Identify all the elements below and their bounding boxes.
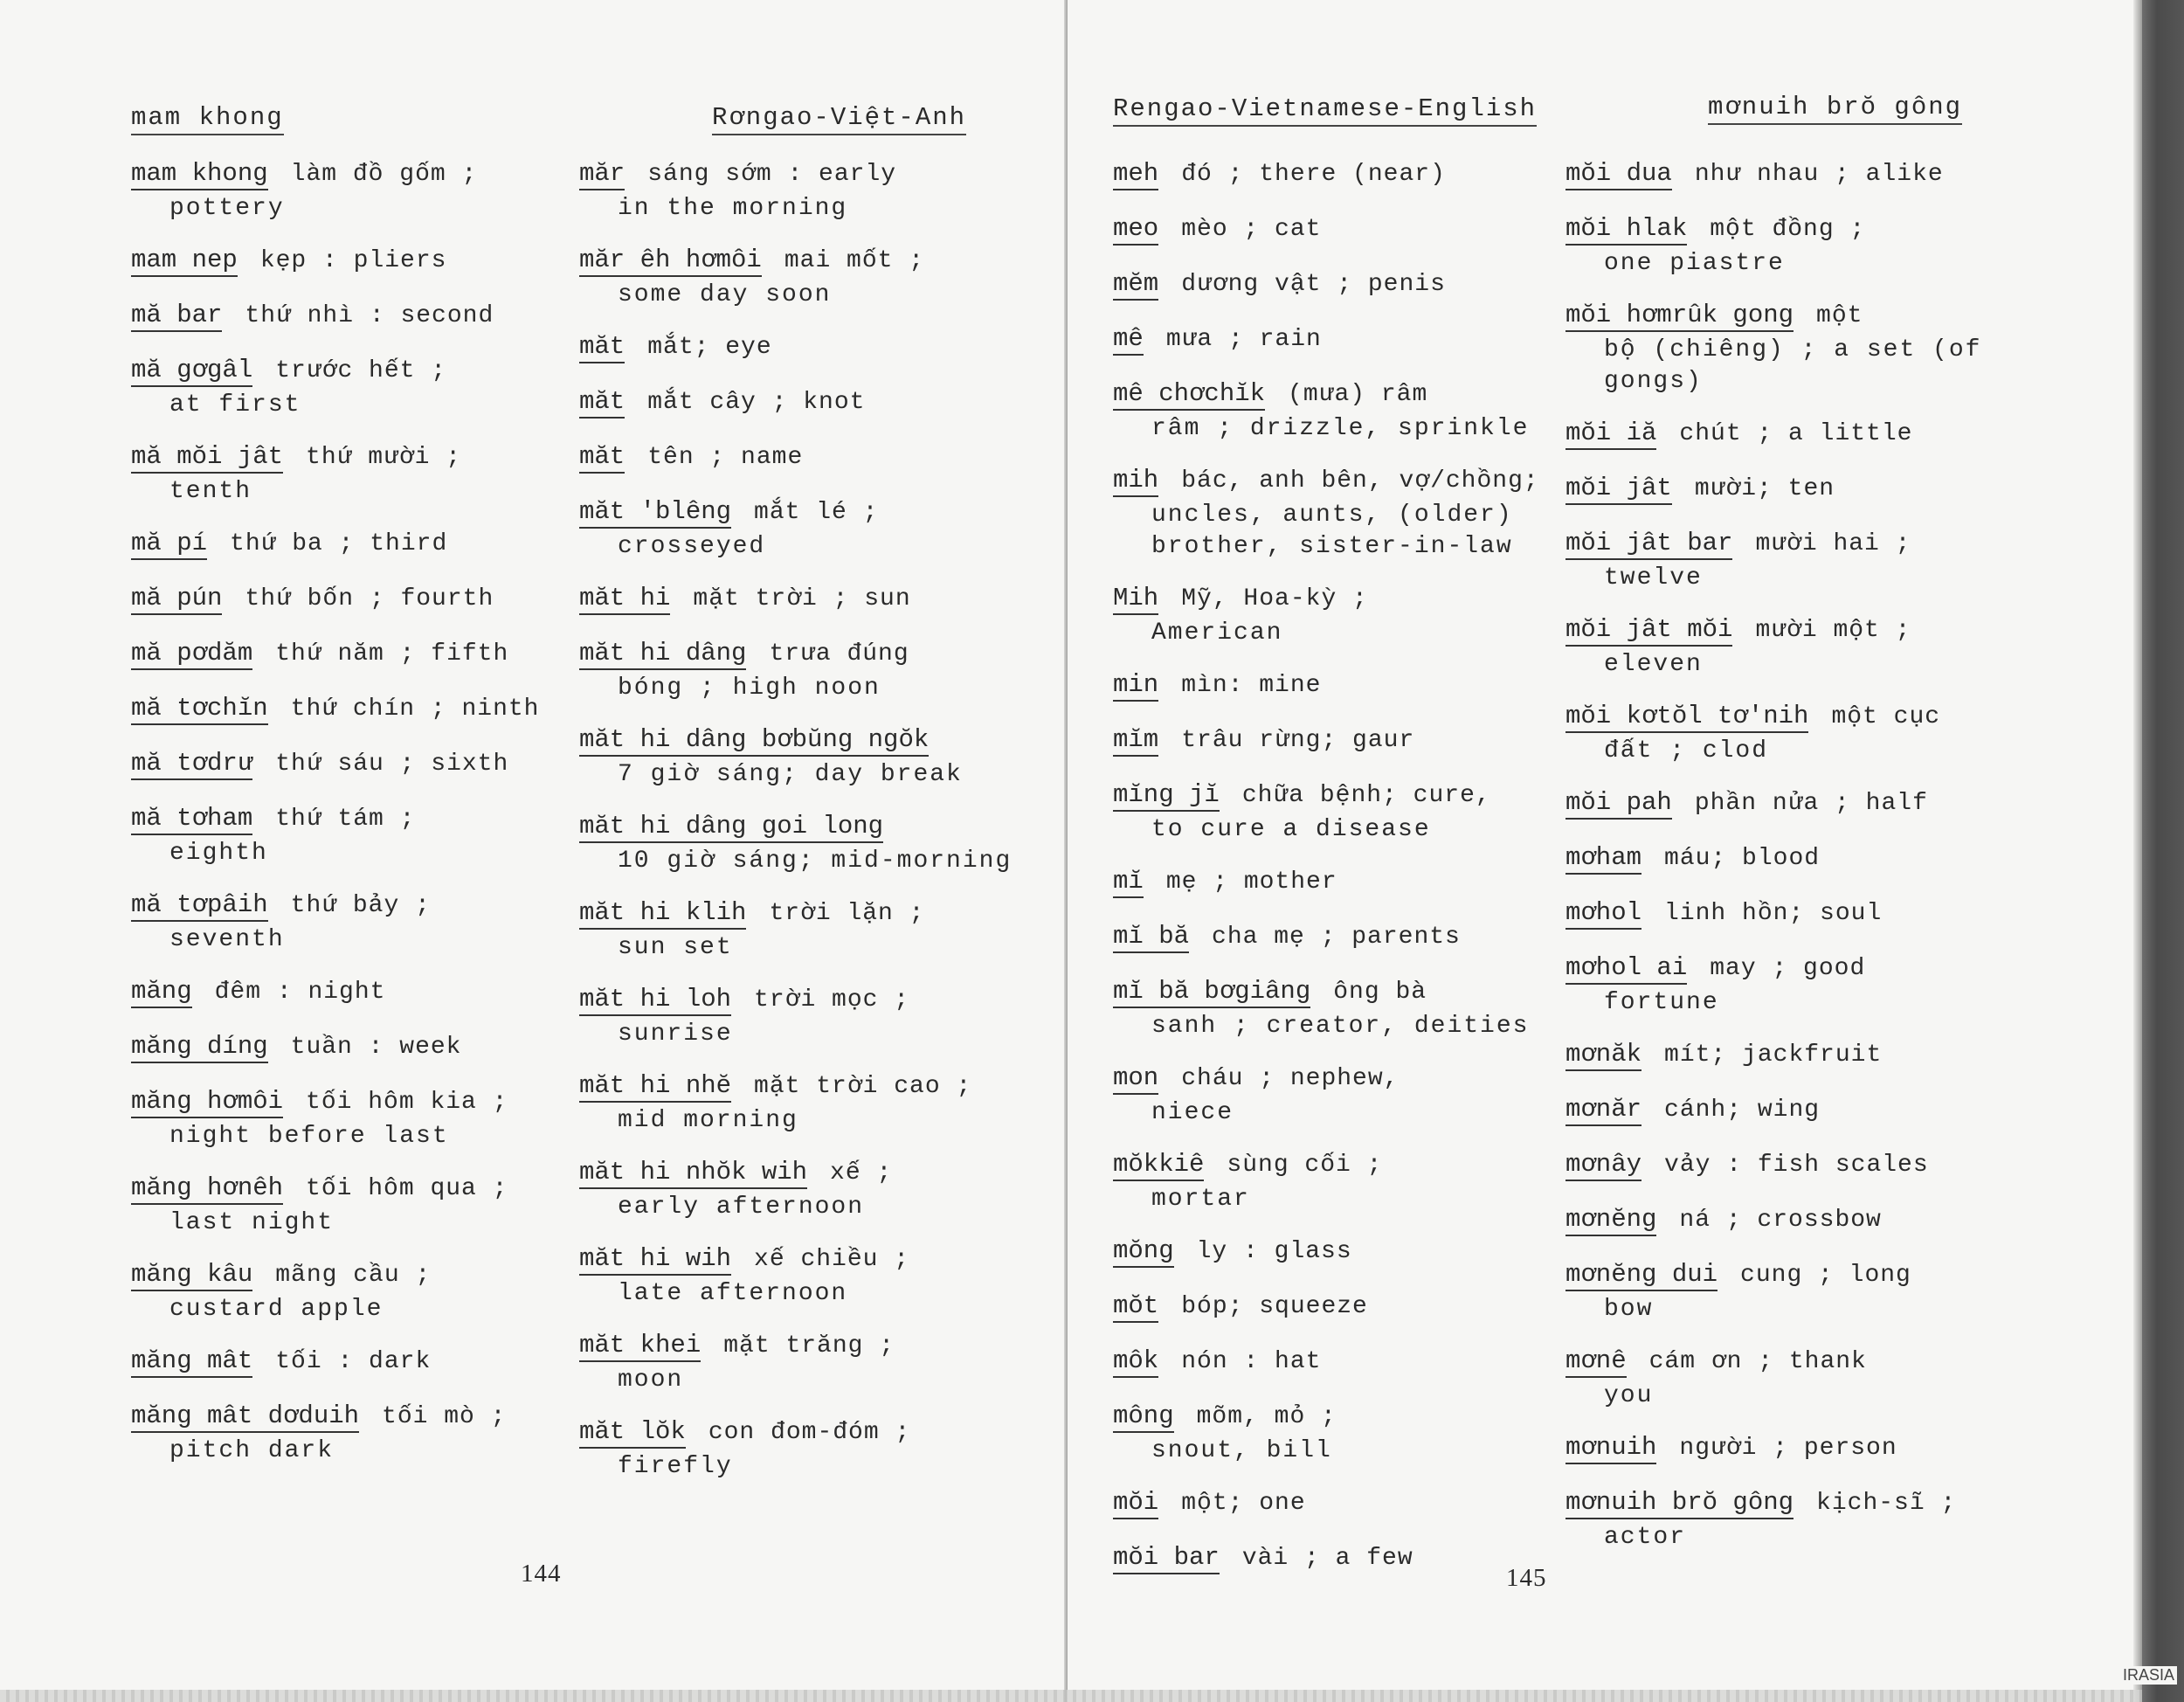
entry-gloss-continued: sun set — [618, 934, 733, 961]
entry-gloss: thứ mười ; — [306, 444, 462, 471]
entry-headword: mŏi hlak — [1565, 214, 1687, 246]
entry-gloss: may ; good — [1710, 955, 1866, 982]
entry-gloss-continued: 7 giờ sáng; day break — [618, 761, 963, 788]
entry-gloss: Mỹ, Hoa-kỳ ; — [1181, 585, 1368, 612]
dictionary-entry — [579, 330, 1016, 366]
entry-headword: mê chơchĭk — [1113, 379, 1265, 411]
dictionary-entry — [1113, 1345, 1550, 1380]
entry-gloss: sùng cối ; — [1227, 1152, 1383, 1179]
entry-headword: mơnĕng — [1565, 1205, 1656, 1236]
entry-gloss: cung ; long — [1740, 1262, 1911, 1289]
entry-gloss: mười hai ; — [1755, 530, 1911, 557]
dictionary-entry — [1565, 417, 2002, 453]
entry-gloss: mít; jackfruit — [1664, 1041, 1883, 1069]
entry-headword: măt hi klih — [579, 898, 746, 930]
entry-headword: mơnuih — [1565, 1433, 1656, 1464]
entry-headword: meo — [1113, 214, 1158, 246]
dictionary-entry — [579, 385, 1016, 421]
entry-gloss: xế chiều ; — [754, 1246, 910, 1273]
entry-gloss-continued: uncles, aunts, (older) brother, sister-in-law — [1151, 502, 1513, 560]
entry-headword: mŏkkiê — [1113, 1150, 1204, 1181]
entry-headword: măng hơmôi — [131, 1087, 283, 1118]
entry-gloss: mưa ; rain — [1165, 326, 1322, 353]
entry-gloss: kẹp : pliers — [259, 247, 447, 274]
entry-headword: măt hi dâng — [579, 639, 746, 670]
entry-headword: măt hi wih — [579, 1244, 731, 1276]
dictionary-entry — [1113, 1541, 1550, 1577]
entry-headword: mă tơdrư — [131, 749, 252, 780]
entry-gloss: máu; blood — [1664, 845, 1821, 872]
entry-headword: măng — [131, 977, 192, 1008]
entry-gloss: sáng sớm : early — [647, 161, 897, 188]
page-144 — [0, 0, 1068, 1702]
entry-gloss: mắt lé ; — [754, 499, 879, 526]
entry-gloss-continued: to cure a disease — [1151, 816, 1431, 843]
entry-gloss-continued: early afternoon — [618, 1193, 865, 1221]
entry-gloss: tối : dark — [275, 1348, 432, 1375]
entry-gloss: một; one — [1181, 1490, 1306, 1517]
entry-gloss: xế ; — [830, 1159, 893, 1187]
entry-headword: mă pí — [131, 529, 207, 560]
dictionary-entry — [1565, 472, 2002, 508]
entry-headword: măng mât dơduih — [131, 1401, 359, 1433]
dictionary-entry — [131, 157, 568, 225]
entry-gloss: làm đồ gốm ; — [290, 161, 478, 188]
entry-gloss: tối mò ; — [382, 1403, 507, 1430]
dictionary-entry — [579, 495, 1016, 563]
entry-gloss: dương vật ; penis — [1181, 271, 1446, 298]
entry-gloss: tối hôm kia ; — [306, 1089, 508, 1116]
entry-gloss-continued: pottery — [169, 195, 285, 222]
entry-headword: mơnê — [1565, 1346, 1627, 1378]
dictionary-entry — [1565, 299, 2002, 398]
page-number-145: 145 — [1506, 1564, 1547, 1592]
entry-gloss-continued: eighth — [169, 840, 268, 867]
entry-gloss: vảy : fish scales — [1664, 1152, 1929, 1179]
entry-headword: mông — [1113, 1401, 1174, 1433]
entry-headword: mơhol ai — [1565, 953, 1687, 985]
dictionary-entry — [579, 1156, 1016, 1223]
entry-gloss-continued: night before last — [169, 1123, 449, 1150]
entry-headword: mŏi — [1113, 1488, 1158, 1519]
entry-headword: măt — [579, 387, 625, 419]
dictionary-entry — [131, 440, 568, 508]
dictionary-entry — [579, 157, 1016, 225]
entry-gloss: mặt trời ; sun — [693, 585, 911, 612]
entry-headword: mơnây — [1565, 1150, 1641, 1181]
dictionary-entry — [1113, 157, 1550, 193]
entry-headword: măt — [579, 442, 625, 474]
entry-gloss-continued: some day soon — [618, 281, 832, 308]
dictionary-entry — [579, 810, 1016, 877]
dictionary-entry — [1113, 920, 1550, 956]
dictionary-entry — [131, 1172, 568, 1239]
entry-headword: măt lŏk — [579, 1417, 686, 1449]
entry-gloss: trưa đúng — [769, 640, 909, 668]
entry-gloss: kịch-sĩ ; — [1816, 1490, 1957, 1517]
entry-gloss: trước hết ; — [275, 357, 447, 384]
entry-gloss: tên ; name — [647, 444, 804, 471]
dictionary-entry — [1565, 896, 2002, 932]
entry-gloss: thứ ba ; third — [230, 530, 448, 557]
entry-gloss-continued: 10 giờ sáng; mid-morning — [618, 848, 1013, 875]
entry-headword: mơham — [1565, 843, 1641, 875]
dictionary-entry — [1113, 582, 1550, 649]
left-page-column-1 — [131, 157, 568, 1486]
watermark: IRASIA — [2120, 1666, 2177, 1685]
entry-gloss: mười một ; — [1755, 617, 1911, 644]
entry-gloss: cánh; wing — [1664, 1097, 1821, 1124]
dictionary-entry — [579, 1069, 1016, 1137]
entry-headword: min — [1113, 670, 1158, 702]
entry-headword: măng mât — [131, 1346, 252, 1378]
entry-gloss: trâu rừng; gaur — [1181, 727, 1415, 754]
entry-gloss: thứ tám ; — [275, 806, 416, 833]
dictionary-entry — [131, 1345, 568, 1380]
entry-gloss: thứ sáu ; sixth — [275, 751, 509, 778]
entry-headword: mĭ bă bơgiâng — [1113, 977, 1310, 1008]
dictionary-entry — [1565, 1431, 2002, 1467]
running-head-right: mơnuih brŏ gông — [1708, 93, 1962, 125]
dictionary-entry — [1565, 1486, 2002, 1553]
entry-gloss: mèo ; cat — [1181, 216, 1322, 243]
entry-gloss: đó ; there (near) — [1181, 161, 1446, 188]
entry-gloss-continued: sunrise — [618, 1021, 733, 1048]
running-head-left: Rengao-Vietnamese-English — [1113, 94, 1537, 127]
dictionary-entry — [1565, 1148, 2002, 1184]
entry-headword: mă tơpâih — [131, 890, 268, 922]
entry-gloss: trời mọc ; — [754, 986, 910, 1014]
entry-gloss-continued: American — [1151, 619, 1283, 647]
entry-gloss: mai mốt ; — [784, 247, 925, 274]
dictionary-entry — [1113, 1290, 1550, 1325]
entry-headword: mŏi kơtŏl tơ'nih — [1565, 702, 1808, 733]
dictionary-entry — [131, 637, 568, 673]
entry-gloss: bác, anh bên, vợ/chồng; — [1181, 467, 1539, 495]
entry-gloss: phần nửa ; half — [1694, 790, 1928, 817]
dictionary-entry — [131, 1258, 568, 1325]
entry-headword: mĭ — [1113, 867, 1144, 898]
dictionary-entry — [579, 983, 1016, 1050]
dictionary-entry — [1565, 841, 2002, 877]
entry-gloss-continued: crosseyed — [618, 533, 766, 560]
entry-headword: mĭm — [1113, 725, 1158, 757]
entry-gloss: một cục — [1831, 703, 1941, 730]
dictionary-entry — [1565, 613, 2002, 681]
entry-headword: mam nep — [131, 246, 238, 277]
dictionary-entry — [1565, 1345, 2002, 1412]
entry-gloss: tuần : week — [290, 1034, 462, 1061]
dictionary-entry — [1565, 1093, 2002, 1129]
dictionary-entry — [1113, 267, 1550, 303]
entry-headword: mă mŏi jât — [131, 442, 283, 474]
entry-gloss: cháu ; nephew, — [1181, 1065, 1400, 1092]
entry-gloss-continued: tenth — [169, 478, 252, 505]
entry-headword: môk — [1113, 1346, 1158, 1378]
entry-headword: măt khei — [579, 1331, 701, 1362]
dictionary-entry — [1113, 668, 1550, 704]
entry-gloss-continued: actor — [1604, 1524, 1687, 1551]
dictionary-entry — [1113, 464, 1550, 563]
entry-headword: meh — [1113, 159, 1158, 190]
entry-gloss-continued: firefly — [618, 1453, 733, 1480]
entry-gloss-continued: custard apple — [169, 1296, 384, 1323]
entry-gloss: cha mẹ ; parents — [1212, 924, 1461, 951]
entry-gloss: ông bà — [1333, 979, 1427, 1006]
entry-headword: mam khong — [131, 159, 268, 190]
dictionary-entry — [1113, 1148, 1550, 1215]
dictionary-entry — [1565, 157, 2002, 193]
entry-headword: mơnăk — [1565, 1040, 1641, 1071]
entry-gloss-continued: mid morning — [618, 1107, 798, 1134]
dictionary-entry — [1113, 778, 1550, 846]
dictionary-entry — [131, 299, 568, 335]
entry-gloss: ná ; crossbow — [1679, 1207, 1882, 1234]
dictionary-entry — [579, 244, 1016, 311]
entry-gloss-continued: niece — [1151, 1099, 1234, 1126]
entry-gloss: thứ bốn ; fourth — [245, 585, 494, 612]
entry-gloss-continued: moon — [618, 1366, 684, 1394]
dictionary-entry — [1565, 700, 2002, 767]
entry-gloss-continued: bow — [1604, 1296, 1654, 1323]
entry-headword: măng díng — [131, 1032, 268, 1063]
dictionary-entry — [579, 637, 1016, 704]
entry-gloss: mặt trời cao ; — [754, 1073, 972, 1100]
entry-headword: mă pún — [131, 584, 222, 615]
entry-gloss: người ; person — [1679, 1435, 1897, 1462]
entry-headword: mŏi bar — [1113, 1543, 1220, 1574]
scan-border — [2142, 0, 2184, 1702]
running-head-left: mam khong — [131, 103, 284, 135]
entry-headword: mă pơdăm — [131, 639, 252, 670]
dictionary-entry — [1113, 723, 1550, 759]
entry-headword: mĭng jĭ — [1113, 780, 1220, 812]
entry-gloss: mìn: mine — [1181, 672, 1322, 699]
dictionary-entry — [1113, 322, 1550, 358]
entry-gloss: con đom-đóm ; — [708, 1419, 911, 1446]
entry-gloss-continued: late afternoon — [618, 1280, 848, 1307]
running-head-right: Rơngao-Việt-Anh — [712, 103, 966, 135]
entry-headword: mơhol — [1565, 898, 1641, 930]
entry-headword: mŏt — [1113, 1291, 1158, 1323]
dictionary-entry — [131, 1030, 568, 1066]
entry-headword: măr êh hơmôi — [579, 246, 762, 277]
entry-gloss: vài ; a few — [1241, 1545, 1413, 1572]
entry-gloss: mãng cầu ; — [275, 1262, 432, 1289]
dictionary-entry — [1113, 212, 1550, 248]
entry-gloss-continued: pitch dark — [169, 1437, 335, 1464]
page-number-144: 144 — [521, 1560, 562, 1588]
entry-gloss-continued: đất ; clod — [1604, 737, 1769, 765]
entry-headword: mơnuih brŏ gông — [1565, 1488, 1794, 1519]
dictionary-entry — [1113, 1062, 1550, 1129]
dictionary-entry — [1565, 786, 2002, 822]
dictionary-entry — [1113, 377, 1550, 445]
dictionary-entry — [131, 1400, 568, 1467]
entry-headword: mŏng — [1113, 1236, 1174, 1268]
entry-gloss: mắt; eye — [647, 334, 772, 361]
dictionary-entry — [131, 889, 568, 956]
entry-headword: măt hi nhĕ — [579, 1071, 731, 1103]
entry-gloss: linh hồn; soul — [1664, 900, 1883, 927]
entry-gloss: ly : glass — [1196, 1238, 1352, 1265]
entry-headword: mơnĕng dui — [1565, 1260, 1717, 1291]
dictionary-entry — [1565, 1203, 2002, 1239]
entry-gloss: đêm : night — [214, 979, 386, 1006]
entry-headword: măt — [579, 332, 625, 363]
dictionary-entry — [1113, 1486, 1550, 1522]
entry-gloss-continued: mortar — [1151, 1186, 1250, 1213]
dictionary-entry — [1113, 1235, 1550, 1270]
right-page-column-2 — [1565, 157, 2002, 1573]
entry-gloss-continued: eleven — [1604, 651, 1703, 678]
entry-gloss-continued: fortune — [1604, 989, 1719, 1016]
entry-headword: Mih — [1113, 584, 1158, 615]
scan-bottom-noise — [0, 1690, 2142, 1702]
entry-headword: mă tơchĭn — [131, 694, 268, 725]
entry-headword: mŏi dua — [1565, 159, 1672, 190]
dictionary-entry — [579, 582, 1016, 618]
entry-gloss-continued: râm ; drizzle, sprinkle — [1151, 415, 1530, 442]
entry-gloss: mắt cây ; knot — [647, 389, 866, 416]
entry-headword: mŏi jât mŏi — [1565, 615, 1732, 647]
entry-gloss-continued: you — [1604, 1382, 1654, 1409]
dictionary-entry — [131, 527, 568, 563]
entry-gloss-continued: twelve — [1604, 564, 1703, 592]
dictionary-entry — [579, 1415, 1016, 1483]
dictionary-entry — [579, 1242, 1016, 1310]
entry-gloss: một — [1816, 302, 1863, 329]
entry-headword: mă gơgâl — [131, 356, 252, 387]
entry-headword: măt hi dâng goi long — [579, 812, 883, 843]
dictionary-entry — [131, 802, 568, 869]
dictionary-entry — [1113, 1400, 1550, 1467]
entry-gloss-continued: seventh — [169, 926, 285, 953]
entry-gloss: một đồng ; — [1710, 216, 1866, 243]
dictionary-entry — [131, 747, 568, 783]
entry-gloss-continued: bóng ; high noon — [618, 675, 881, 702]
entry-headword: mĕm — [1113, 269, 1158, 301]
dictionary-entry — [1113, 865, 1550, 901]
entry-gloss: tối hôm qua ; — [306, 1175, 508, 1202]
right-page-column-1 — [1113, 157, 1550, 1596]
dictionary-entry — [131, 692, 568, 728]
entry-gloss: (mưa) râm — [1288, 381, 1428, 408]
entry-headword: mĭ bă — [1113, 922, 1189, 953]
entry-headword: mŏi jât — [1565, 474, 1672, 505]
entry-headword: măt hi loh — [579, 985, 731, 1016]
entry-gloss: chút ; a little — [1679, 420, 1913, 447]
dictionary-entry — [131, 244, 568, 280]
entry-headword: mơnăr — [1565, 1095, 1641, 1126]
dictionary-entry — [1565, 1038, 2002, 1074]
entry-headword: mă bar — [131, 301, 222, 332]
entry-headword: mŏi jât bar — [1565, 529, 1732, 560]
entry-headword: măt 'blêng — [579, 497, 731, 529]
entry-headword: măt hi — [579, 584, 670, 615]
entry-gloss-continued: one piastre — [1604, 250, 1785, 277]
entry-gloss: thứ bảy ; — [290, 892, 431, 919]
dictionary-entry — [131, 354, 568, 421]
entry-gloss: nón : hat — [1181, 1348, 1322, 1375]
entry-headword: mon — [1113, 1063, 1158, 1095]
dictionary-entry — [579, 440, 1016, 476]
entry-gloss-continued: at first — [169, 391, 301, 419]
entry-gloss: chữa bệnh; cure, — [1241, 782, 1491, 809]
dictionary-entry — [1565, 212, 2002, 280]
entry-gloss: cám ơn ; thank — [1648, 1348, 1867, 1375]
dictionary-entry — [131, 975, 568, 1011]
dictionary-entry — [131, 1085, 568, 1152]
entry-gloss-continued: sanh ; creator, deities — [1151, 1013, 1530, 1040]
entry-gloss-continued: in the morning — [618, 195, 848, 222]
entry-gloss: mặt trăng ; — [723, 1332, 895, 1360]
entry-headword: măng kâu — [131, 1260, 252, 1291]
left-page-column-2 — [579, 157, 1016, 1502]
entry-headword: măt hi dâng bơbŭng ngŏk — [579, 725, 929, 757]
entry-gloss: mười; ten — [1694, 475, 1835, 502]
dictionary-entry — [1113, 975, 1550, 1042]
entry-headword: măt hi nhŏk wih — [579, 1158, 807, 1189]
entry-gloss: mõm, mỏ ; — [1196, 1403, 1337, 1430]
entry-headword: mê — [1113, 324, 1144, 356]
entry-headword: mŏi hơmrûk gong — [1565, 301, 1794, 332]
entry-headword: mih — [1113, 466, 1158, 497]
entry-gloss: thứ chín ; ninth — [290, 695, 540, 723]
page-145 — [1068, 0, 2145, 1702]
entry-headword: mă tơham — [131, 804, 252, 835]
entry-gloss: mẹ ; mother — [1165, 868, 1337, 896]
entry-headword: mŏi iă — [1565, 419, 1656, 450]
dictionary-entry — [1565, 1258, 2002, 1325]
dictionary-entry — [1565, 527, 2002, 594]
dictionary-entry — [1565, 951, 2002, 1019]
entry-gloss-continued: last night — [169, 1209, 335, 1236]
entry-gloss-continued: bộ (chiêng) ; a set (of gongs) — [1604, 336, 1982, 395]
entry-gloss: thứ nhì : second — [245, 302, 494, 329]
entry-headword: măng hơnêh — [131, 1173, 283, 1205]
dictionary-entry — [131, 582, 568, 618]
entry-gloss: thứ năm ; fifth — [275, 640, 509, 668]
entry-gloss-continued: snout, bill — [1151, 1437, 1332, 1464]
entry-gloss: như nhau ; alike — [1694, 161, 1944, 188]
entry-headword: măr — [579, 159, 625, 190]
entry-headword: mŏi pah — [1565, 788, 1672, 820]
dictionary-entry — [579, 896, 1016, 964]
dictionary-entry — [579, 1329, 1016, 1396]
entry-gloss: bóp; squeeze — [1181, 1293, 1368, 1320]
dictionary-entry — [579, 723, 1016, 791]
entry-gloss: trời lặn ; — [769, 900, 925, 927]
page-edge-shadow — [2133, 0, 2142, 1702]
